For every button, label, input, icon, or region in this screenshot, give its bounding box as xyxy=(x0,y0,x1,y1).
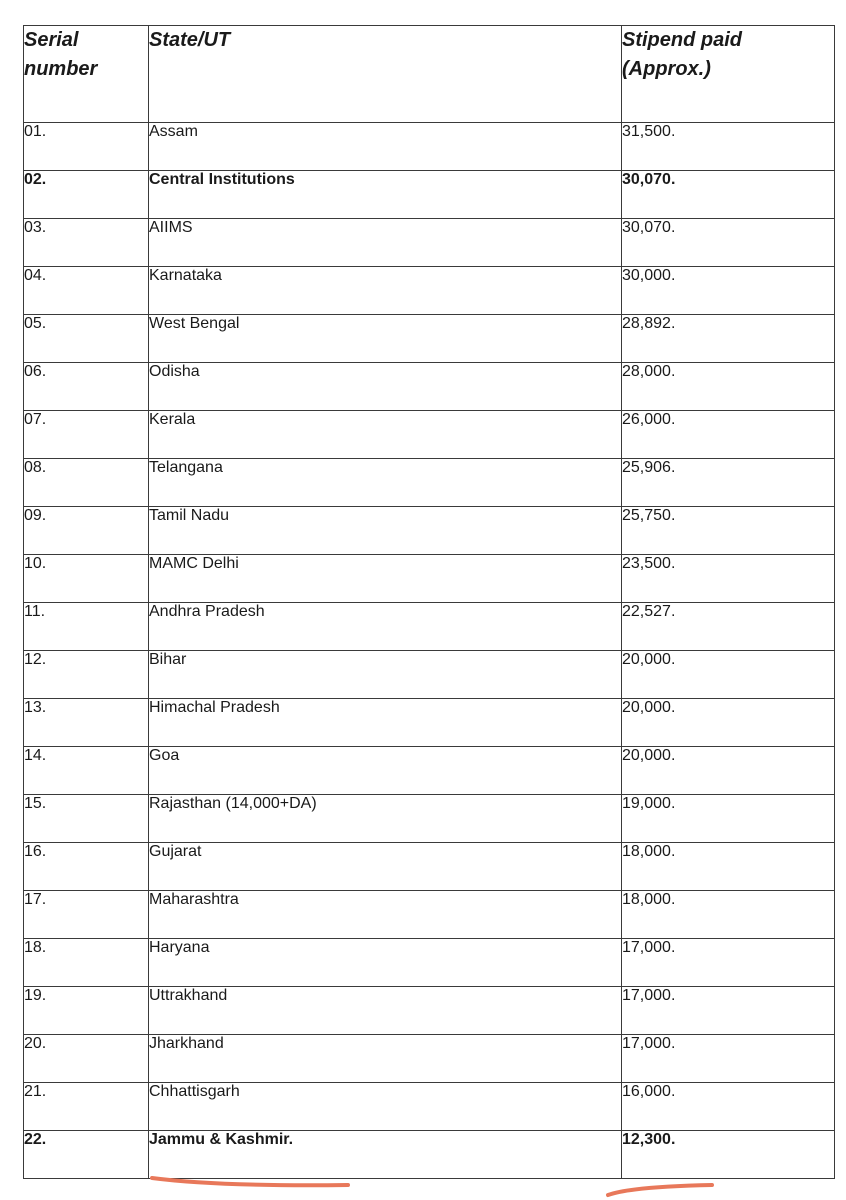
serial-cell: 10. xyxy=(24,555,149,603)
stipend-cell: 28,892. xyxy=(622,315,835,363)
state-cell: AIIMS xyxy=(149,219,622,267)
table-row xyxy=(24,891,835,939)
stipend-cell: 18,000. xyxy=(622,891,835,939)
state-cell: West Bengal xyxy=(149,315,622,363)
stipend-cell: 20,000. xyxy=(622,651,835,699)
table-row xyxy=(24,1083,835,1131)
serial-cell: 08. xyxy=(24,459,149,507)
serial-cell: 22. xyxy=(24,1131,149,1179)
serial-cell: 09. xyxy=(24,507,149,555)
serial-cell: 15. xyxy=(24,795,149,843)
serial-cell: 14. xyxy=(24,747,149,795)
state-cell: Haryana xyxy=(149,939,622,987)
stipend-cell: 30,000. xyxy=(622,267,835,315)
state-cell: Chhattisgarh xyxy=(149,1083,622,1131)
serial-cell: 01. xyxy=(24,123,149,171)
state-cell: Goa xyxy=(149,747,622,795)
serial-cell: 06. xyxy=(24,363,149,411)
table-row xyxy=(24,939,835,987)
serial-cell: 12. xyxy=(24,651,149,699)
stipend-cell: 30,070. xyxy=(622,171,835,219)
header-serial-line: Serial xyxy=(24,29,79,51)
table-row xyxy=(24,123,835,171)
header-stipend-line: Stipend paid xyxy=(622,29,742,51)
stipend-cell: 19,000. xyxy=(622,795,835,843)
state-cell: Karnataka xyxy=(149,267,622,315)
serial-cell: 19. xyxy=(24,987,149,1035)
serial-cell: 21. xyxy=(24,1083,149,1131)
table-row xyxy=(24,555,835,603)
serial-cell: 17. xyxy=(24,891,149,939)
table-row xyxy=(24,603,835,651)
table-row xyxy=(24,795,835,843)
table-row xyxy=(24,699,835,747)
state-cell: Assam xyxy=(149,123,622,171)
header-stipend-paid xyxy=(622,26,835,123)
table-row xyxy=(24,411,835,459)
serial-cell: 05. xyxy=(24,315,149,363)
highlight-underline-stipend xyxy=(604,1176,724,1200)
state-cell: Uttrakhand xyxy=(149,987,622,1035)
state-cell: Jammu & Kashmir. xyxy=(149,1131,622,1179)
stipend-cell: 23,500. xyxy=(622,555,835,603)
header-serial-number xyxy=(24,26,149,123)
state-cell: Odisha xyxy=(149,363,622,411)
stipend-cell: 16,000. xyxy=(622,1083,835,1131)
table-row xyxy=(24,219,835,267)
stipend-cell: 17,000. xyxy=(622,987,835,1035)
stipend-cell: 17,000. xyxy=(622,939,835,987)
stipend-cell: 25,750. xyxy=(622,507,835,555)
table-row xyxy=(24,843,835,891)
stipend-cell: 22,527. xyxy=(622,603,835,651)
header-state-line: State/UT xyxy=(149,29,231,51)
stipend-cell: 18,000. xyxy=(622,843,835,891)
table-row xyxy=(24,747,835,795)
table-row xyxy=(24,1131,835,1179)
stipend-cell: 25,906. xyxy=(622,459,835,507)
state-cell: MAMC Delhi xyxy=(149,555,622,603)
state-cell: Bihar xyxy=(149,651,622,699)
table-row xyxy=(24,459,835,507)
table-body xyxy=(24,123,835,1179)
serial-cell: 11. xyxy=(24,603,149,651)
serial-cell: 04. xyxy=(24,267,149,315)
serial-cell: 07. xyxy=(24,411,149,459)
header-serial-line: number xyxy=(24,58,98,80)
stipend-cell: 17,000. xyxy=(622,1035,835,1083)
state-cell: Rajasthan (14,000+DA) xyxy=(149,795,622,843)
table-row xyxy=(24,315,835,363)
stipend-cell: 30,070. xyxy=(622,219,835,267)
table-row xyxy=(24,507,835,555)
table-row xyxy=(24,363,835,411)
stipend-table xyxy=(23,25,835,1179)
stipend-cell: 12,300. xyxy=(622,1131,835,1179)
serial-cell: 03. xyxy=(24,219,149,267)
stipend-cell: 20,000. xyxy=(622,699,835,747)
table-row xyxy=(24,267,835,315)
table-row xyxy=(24,987,835,1035)
table-header-row xyxy=(24,26,835,123)
state-cell: Central Institutions xyxy=(149,171,622,219)
stipend-cell: 31,500. xyxy=(622,123,835,171)
state-cell: Maharashtra xyxy=(149,891,622,939)
table-row xyxy=(24,171,835,219)
stipend-cell: 20,000. xyxy=(622,747,835,795)
serial-cell: 18. xyxy=(24,939,149,987)
header-state-ut xyxy=(149,26,622,123)
state-cell: Telangana xyxy=(149,459,622,507)
table-row xyxy=(24,1035,835,1083)
serial-cell: 02. xyxy=(24,171,149,219)
stipend-cell: 28,000. xyxy=(622,363,835,411)
serial-cell: 13. xyxy=(24,699,149,747)
serial-cell: 20. xyxy=(24,1035,149,1083)
serial-cell: 16. xyxy=(24,843,149,891)
state-cell: Himachal Pradesh xyxy=(149,699,622,747)
state-cell: Jharkhand xyxy=(149,1035,622,1083)
table-row xyxy=(24,651,835,699)
stipend-cell: 26,000. xyxy=(622,411,835,459)
state-cell: Andhra Pradesh xyxy=(149,603,622,651)
state-cell: Tamil Nadu xyxy=(149,507,622,555)
header-stipend-line: (Approx.) xyxy=(622,58,711,80)
state-cell: Kerala xyxy=(149,411,622,459)
state-cell: Gujarat xyxy=(149,843,622,891)
